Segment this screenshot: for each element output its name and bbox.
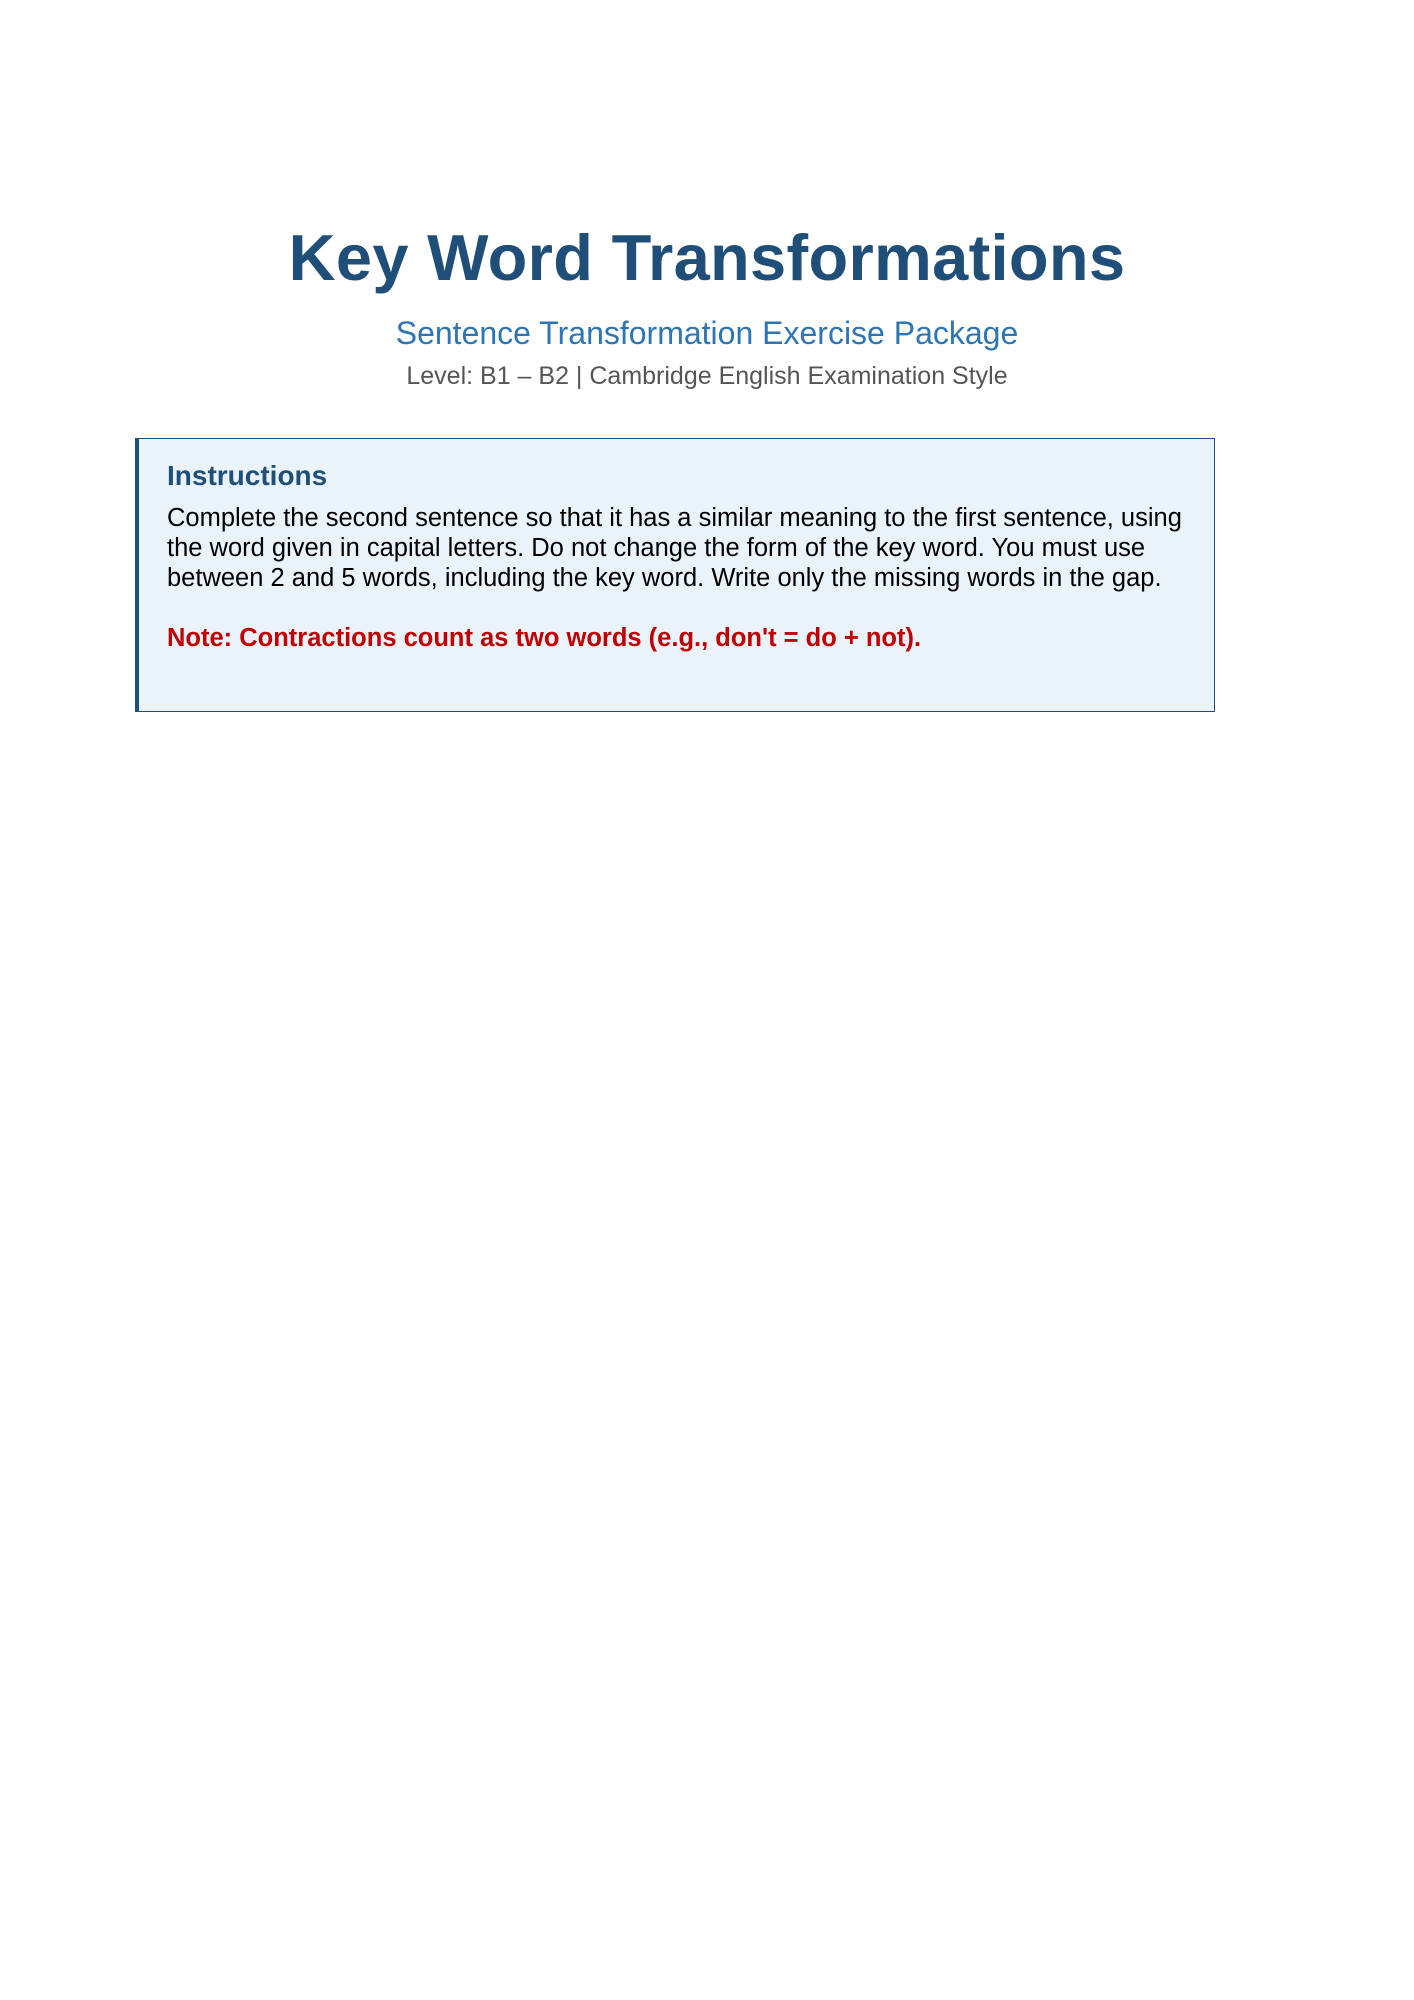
instructions-heading: Instructions [167,460,328,491]
level-line: Level: B1 – B2 | Cambridge English Examination Style [406,362,1008,390]
page-title: Key Word Transformations [288,221,1126,294]
instructions-text: Complete the second sentence so that it has a similar meaning to the first sentence, using the word given in capital letters. Do not change the form of the key word. You must use between 2 and 5 words, including the key word. Write only the missing words in the gap. [167,504,1182,592]
page-subtitle: Sentence Transformation Exercise Package [395,315,1019,351]
document-header [0,220,1414,392]
instructions-box [135,438,1215,712]
instructions-note: Note: Contractions count as two words (e.g., don't = do + not). [167,624,922,652]
